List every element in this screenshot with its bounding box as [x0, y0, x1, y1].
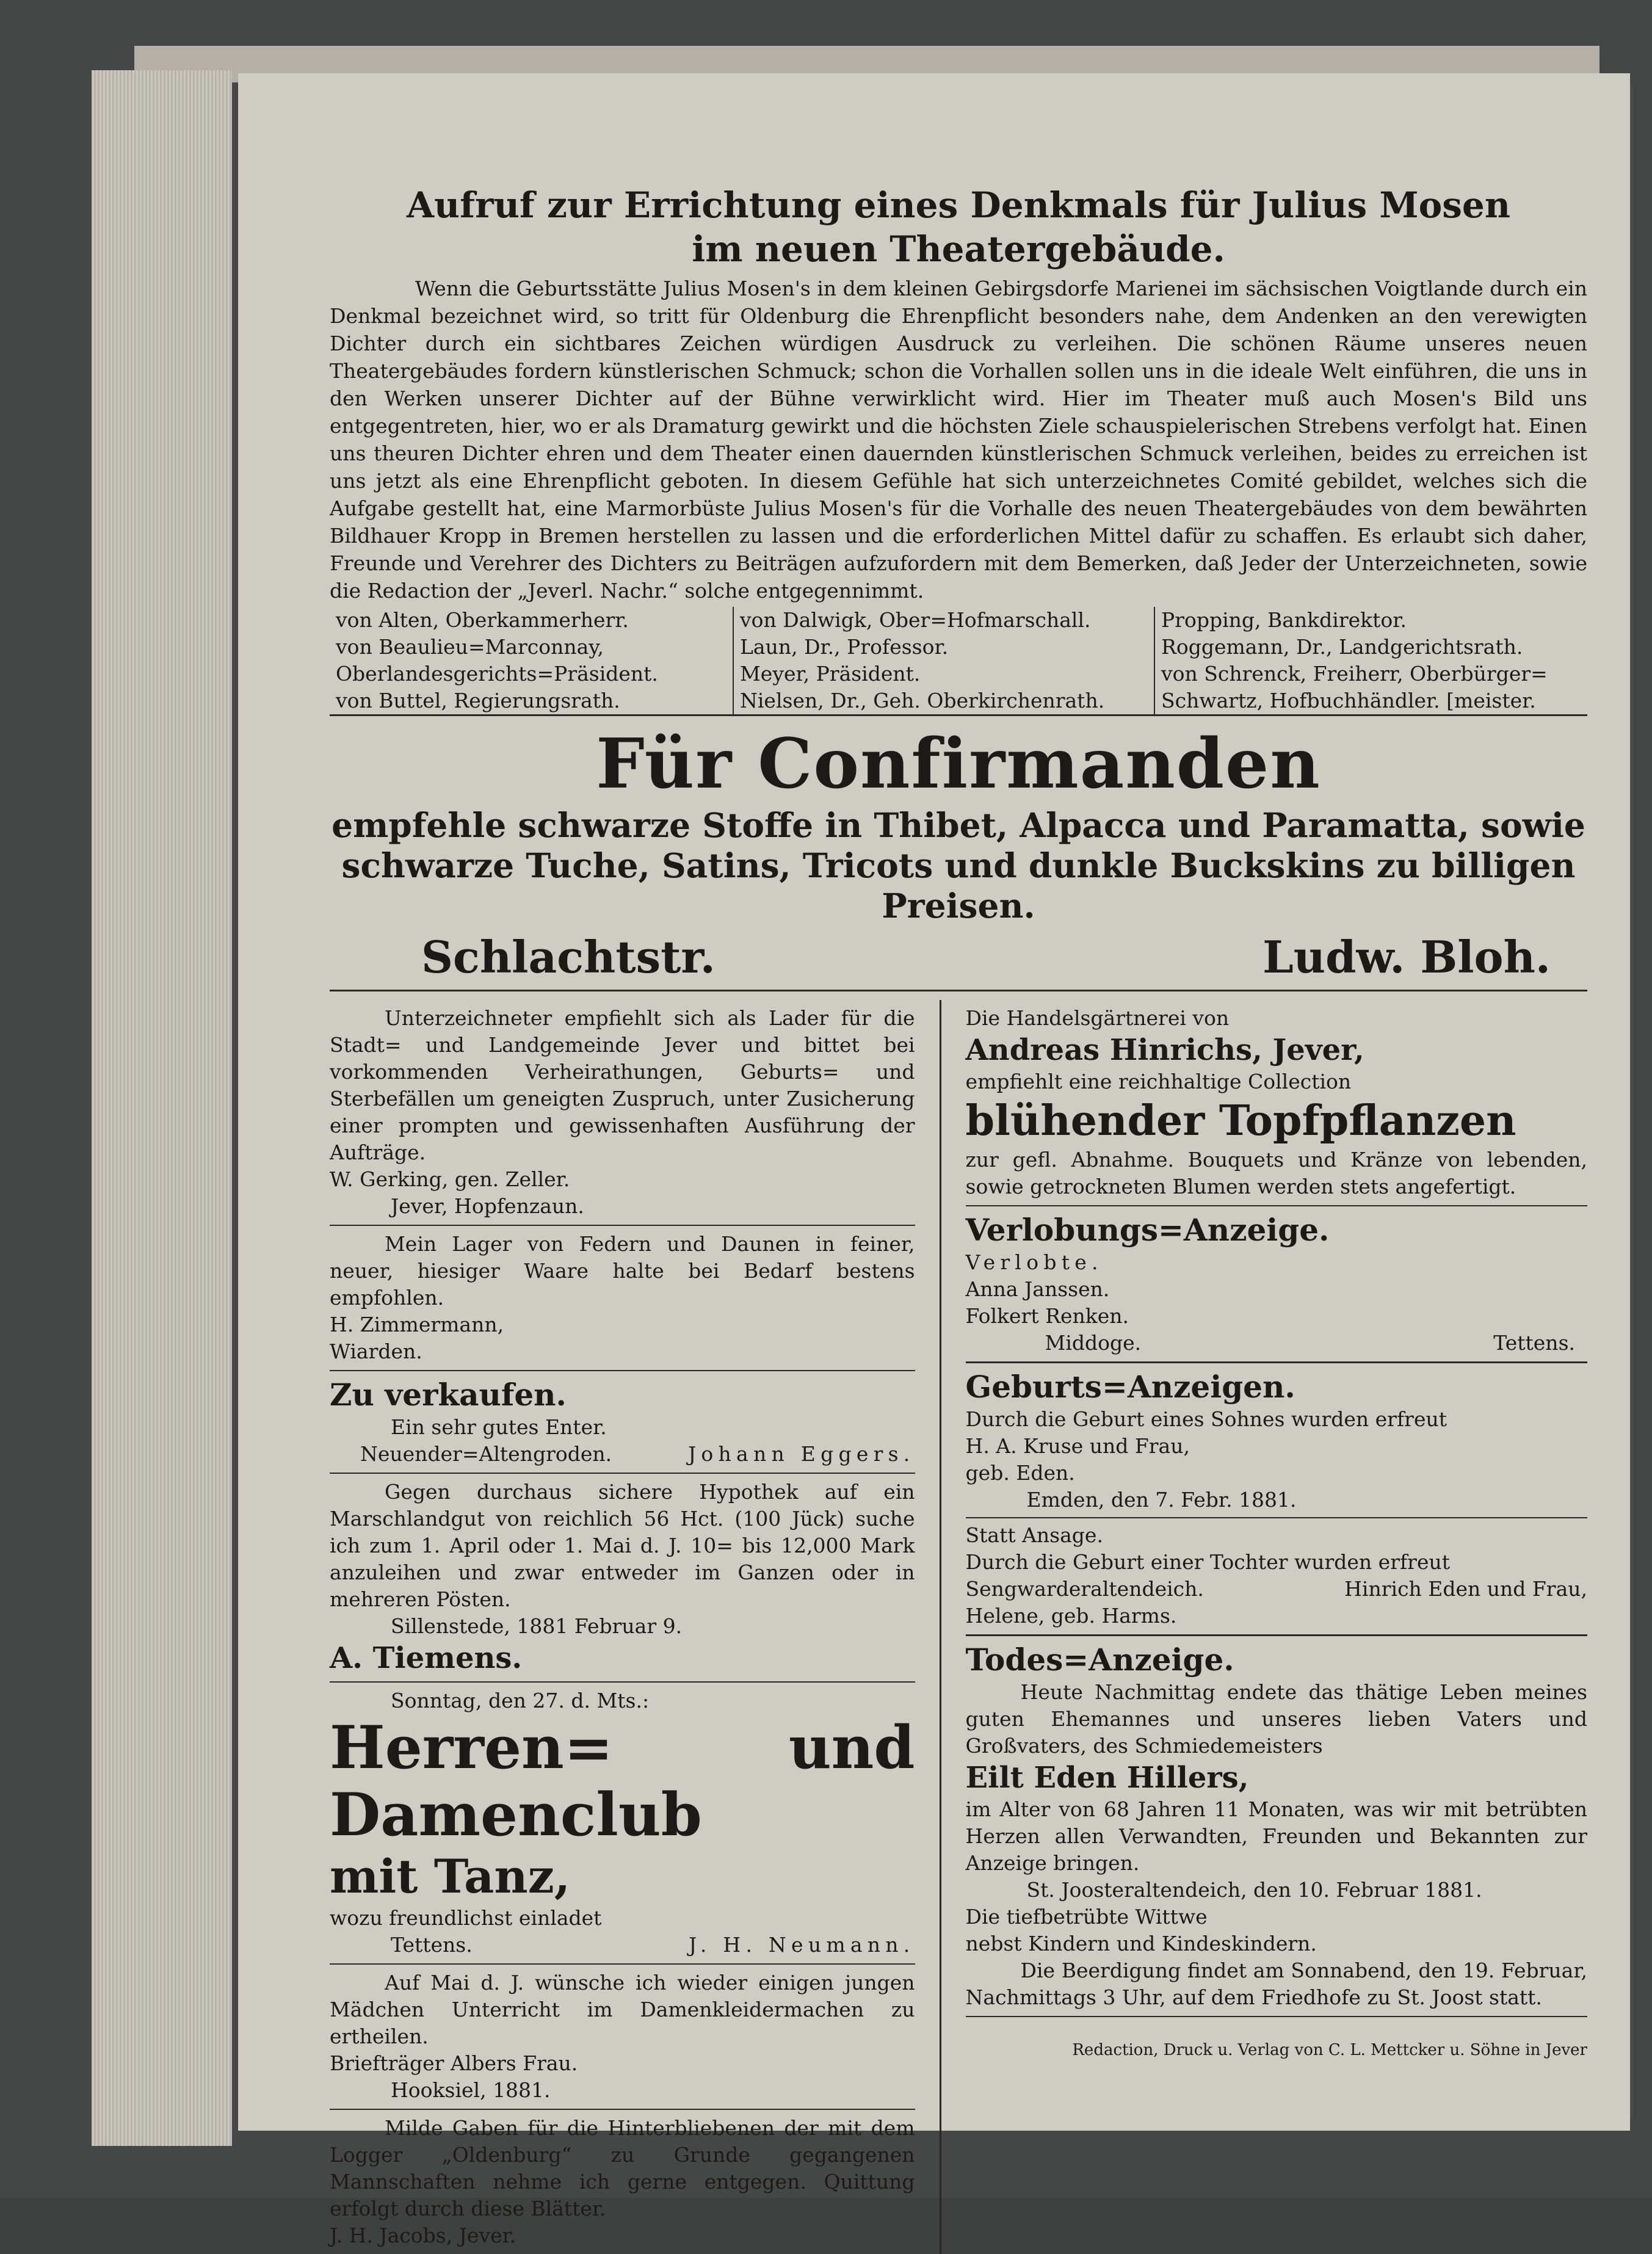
ad-gaben-text: Milde Gaben für die Hinterbliebenen der mit dem Logger „Oldenburg“ zu Grunde gegangenen Mannschaften nehme ich gerne entgegen. Quittung erfolgt durch diese Blätter.	[330, 2116, 915, 2220]
divider	[330, 990, 1587, 991]
ad-verlobung-place2: Tettens.	[1493, 1331, 1575, 1355]
two-column-ads	[330, 1000, 1587, 2254]
confirmanden-ad	[330, 725, 1587, 985]
divider	[330, 714, 1587, 716]
ad-federn-text: Mein Lager von Federn und Daunen in feiner, neuer, hiesiger Waare halte bei Bedarf bestens empfohlen.	[330, 1232, 915, 1310]
ad-lader	[330, 1000, 915, 1225]
ad-federn-place: Wiarden.	[330, 1339, 422, 1363]
ad-geburt-name3: Hinrich Eden und Frau,	[1344, 1577, 1587, 1601]
ad-tod-widow1: Die tiefbetrübte Wittwe	[965, 1905, 1208, 1929]
ad-tod	[966, 1636, 1587, 2016]
ad-unterricht-place: Hooksiel, 1881.	[391, 2078, 551, 2102]
signatory: von Schrenck, Freiherr, Oberbürger=	[1161, 662, 1548, 686]
ad-gaben	[330, 2110, 915, 2254]
confirmanden-title: Für Confirmanden	[596, 724, 1321, 804]
signatory: Schwartz, Hofbuchhändler. [meister.	[1161, 689, 1536, 712]
ad-federn-name: H. Zimmermann,	[330, 1313, 504, 1336]
ad-club-date: Sonntag, den 27. d. Mts.:	[391, 1689, 650, 1712]
ad-geburt	[966, 1363, 1587, 1634]
ad-geburt-place2: Sengwarderaltendeich.	[965, 1577, 1204, 1601]
ad-verkaufen-text: Ein sehr gutes Enter.	[391, 1415, 607, 1439]
confirmanden-merchant: Ludw. Bloh.	[1263, 931, 1551, 983]
ad-club-name: J. H. Neumann.	[689, 1933, 915, 1957]
ad-club-title-line2: mit Tanz,	[330, 1849, 571, 1904]
ad-tod-text2: im Alter von 68 Jahren 11 Monaten, was wir mit betrübten Herzen allen Verwandten, Freunden und Bekannten zur Anzeige bringen.	[965, 1797, 1587, 1875]
signatory-column-2	[733, 607, 1154, 714]
ad-verkaufen-title: Zu verkaufen.	[330, 1377, 567, 1413]
ad-unterricht-name: Briefträger Albers Frau.	[330, 2051, 578, 2075]
ad-hypothek-text: Gegen durchaus sichere Hypothek auf ein Marschlandgut von reichlich 56 Hct. (100 Jück) suche ich zum 1. April oder 1. Mai d. J. 10= bis 12,000 Mark anzuleihen und zwar entweder im Ganzen oder in mehreren Pösten.	[330, 1480, 915, 1611]
ad-club-invite: wozu freundlichst einladet	[330, 1906, 602, 1930]
ad-geburt-text: Durch die Geburt eines Sohnes wurden erfreut	[965, 1407, 1447, 1431]
signatories	[330, 607, 1587, 714]
ad-geburt-name1: H. A. Kruse und Frau,	[965, 1434, 1190, 1458]
aufruf-section	[330, 183, 1587, 714]
ad-gaben-name: J. H. Jacobs, Jever.	[330, 2223, 516, 2247]
ad-gaertnerei	[966, 1000, 1587, 1205]
newspaper-page	[238, 73, 1630, 2247]
ad-geburt-row2	[966, 1576, 1587, 1603]
ad-gaertnerei-text: zur gefl. Abnahme. Bouquets und Kränze von lebenden, sowie getrockneten Blumen werden stets angefertigt.	[965, 1148, 1587, 1198]
ad-hypothek-place: Sillenstede, 1881 Februar 9.	[391, 1614, 683, 1638]
left-column	[330, 1000, 940, 2254]
ad-verlobung-place1: Middoge.	[1045, 1331, 1142, 1355]
confirmanden-street: Schlachtstr.	[421, 931, 716, 983]
confirmanden-footer	[421, 930, 1551, 985]
signatory: von Dalwigk, Ober=Hofmarschall.	[740, 608, 1091, 632]
ad-lader-text: Unterzeichneter empfiehlt sich als Lader für die Stadt= und Landgemeinde Jever und bittet bei vorkommenden Verheirathungen, Geburts= und Sterbefällen um geneigten Zuspruch, unter Zusicherung einer prompten und gewissenhaften Ausführung der Aufträge.	[330, 1006, 915, 1164]
ad-verkaufen-place: Neuender=Altengroden.	[360, 1442, 612, 1466]
signatory: Meyer, Präsident.	[740, 662, 921, 686]
ad-gaertnerei-line: empfiehlt eine reichhaltige Collection	[965, 1070, 1352, 1093]
ad-gaertnerei-title: blühender Topfpflanzen	[965, 1096, 1516, 1145]
ad-geburt-name4: Helene, geb. Harms.	[965, 1604, 1177, 1628]
page-content	[330, 183, 1587, 2254]
ad-lader-name: W. Gerking, gen. Zeller.	[330, 1167, 570, 1191]
ad-geburt-statt: Statt Ansage.	[965, 1523, 1103, 1547]
ad-club-title-line1: Herren= und Damenclub	[330, 1713, 915, 1849]
signatory: Laun, Dr., Professor.	[740, 635, 949, 659]
ad-tod-date: St. Joosteraltendeich, den 10. Februar 1881.	[1026, 1878, 1482, 1902]
ad-tod-funeral: Die Beerdigung findet am Sonnabend, den 19. Februar, Nachmittags 3 Uhr, auf dem Friedhofe zu St. Joost statt.	[965, 1959, 1587, 2009]
ad-tod-widow2: nebst Kindern und Kindeskindern.	[965, 1932, 1317, 1955]
ad-verlobung-name1: Anna Janssen.	[965, 1277, 1110, 1301]
book-page-edges	[92, 70, 232, 2146]
signatory: Nielsen, Dr., Geh. Oberkirchenrath.	[740, 689, 1105, 712]
ad-club	[330, 1683, 915, 1963]
ad-geburt-title: Geburts=Anzeigen.	[965, 1369, 1295, 1405]
signatory: Propping, Bankdirektor.	[1161, 608, 1407, 632]
confirmanden-body: empfehle schwarze Stoffe in Thibet, Alpacca und Paramatta, sowie schwarze Tuche, Satins, Tricots und dunkle Buckskins zu billigen Preisen.	[331, 805, 1585, 926]
divider	[966, 1517, 1587, 1518]
divider	[966, 2016, 1587, 2017]
aufruf-title-line2: im neuen Theatergebäude.	[692, 228, 1225, 270]
ad-verlobung	[966, 1206, 1587, 1361]
signatory: von Beaulieu=Marconnay, Oberlandesgerichts=Präsident.	[336, 635, 658, 686]
ad-gaertnerei-name: Andreas Hinrichs, Jever,	[965, 1033, 1364, 1067]
ad-tod-name: Eilt Eden Hillers,	[965, 1761, 1249, 1795]
signatory: von Buttel, Regierungsrath.	[336, 689, 620, 712]
ad-lader-place: Jever, Hopfenzaun.	[391, 1194, 584, 1218]
signatory-column-1	[330, 607, 733, 714]
ad-geburt-text2: Durch die Geburt einer Tochter wurden erfreut	[965, 1550, 1450, 1574]
ad-geburt-date: Emden, den 7. Febr. 1881.	[1026, 1488, 1297, 1512]
ad-tod-text1: Heute Nachmittag endete das thätige Leben meines guten Ehemannes und unseres lieben Vaters und Großvaters, des Schmiedemeisters	[965, 1680, 1587, 1758]
ad-verkaufen-name: Johann Eggers.	[687, 1442, 915, 1466]
ad-verlobung-title: Verlobungs=Anzeige.	[965, 1212, 1330, 1248]
aufruf-body: Wenn die Geburtsstätte Julius Mosen's in dem kleinen Gebirgsdorfe Marienei im sächsischen Voigtlande durch ein Denkmal bezeichnet wird, so tritt für Oldenburg die Ehrenpflicht besonders nahe, dem Andenken an den verewigten Dichter durch ein sichtbares Zeichen würdigen Ausdruck zu verleihen. Die schönen Räume unseres neuen Theatergebäudes fordern künstlerischen Schmuck; schon die Vorhallen sollen uns in die ideale Welt einführen, die uns in den Werken unserer Dichter auf der Bühne verwirklicht wird. Hier im Theater muß auch Mosen's Bild uns entgegentreten, hier, wo er als Dramaturg gewirkt und die höchsten Ziele schauspielerischen Strebens verfolgt hat. Einen uns theuren Dichter ehren und dem Theater einen dauernden künstlerischen Schmuck verleihen, beides zu erreichen ist uns jetzt als eine Ehrenpflicht geboten. In diesem Gefühle hat sich unterzeichnetes Comité gebildet, welches sich die Aufgabe gestellt hat, eine Marmorbüste Julius Mosen's für die Vorhalle des neuen Theatergebäudes von dem bewährten Bildhauer Kropp in Bremen herstellen zu lassen und die erforderlichen Mittel dafür zu schaffen. Es erlaubt sich daher, Freunde und Verehrer des Dichters zu Beiträgen aufzufordern mit dem Bemerken, daß Jeder der Unterzeichneten, sowie die Redaction der „Jeverl. Nachr.“ solche entgegennimmt.	[330, 277, 1587, 603]
ad-hypothek-name: A. Tiemens.	[330, 1641, 523, 1675]
ad-unterricht	[330, 1965, 915, 2109]
signatory-column-3	[1154, 607, 1581, 714]
ad-verkaufen-footer	[330, 1441, 915, 1468]
right-column	[940, 1000, 1587, 2254]
ad-unterricht-text: Auf Mai d. J. wünsche ich wieder einigen jungen Mädchen Unterricht im Damenkleidermachen zu ertheilen.	[330, 1971, 915, 2048]
ad-verlobung-name2: Folkert Renken.	[965, 1304, 1129, 1328]
aufruf-title-line1: Aufruf zur Errichtung eines Denkmals für Julius Mosen	[407, 184, 1510, 226]
ad-geburt-name2: geb. Eden.	[965, 1461, 1075, 1485]
signatory: Roggemann, Dr., Landgerichtsrath.	[1161, 635, 1523, 659]
ad-club-footer	[330, 1932, 915, 1959]
ad-hypothek	[330, 1474, 915, 1681]
imprint: Redaction, Druck u. Verlag von C. L. Mettcker u. Söhne in Jever	[1072, 2041, 1587, 2059]
ad-club-place: Tettens.	[391, 1933, 473, 1957]
ad-gaertnerei-intro: Die Handelsgärtnerei von	[965, 1006, 1230, 1030]
ad-verlobung-places	[966, 1330, 1587, 1357]
signatory: von Alten, Oberkammerherr.	[336, 608, 629, 632]
ad-verlobung-sub: Verlobte.	[965, 1250, 1103, 1274]
ad-tod-title: Todes=Anzeige.	[965, 1642, 1234, 1678]
ad-verkaufen	[330, 1371, 915, 1473]
ad-federn	[330, 1226, 915, 1370]
